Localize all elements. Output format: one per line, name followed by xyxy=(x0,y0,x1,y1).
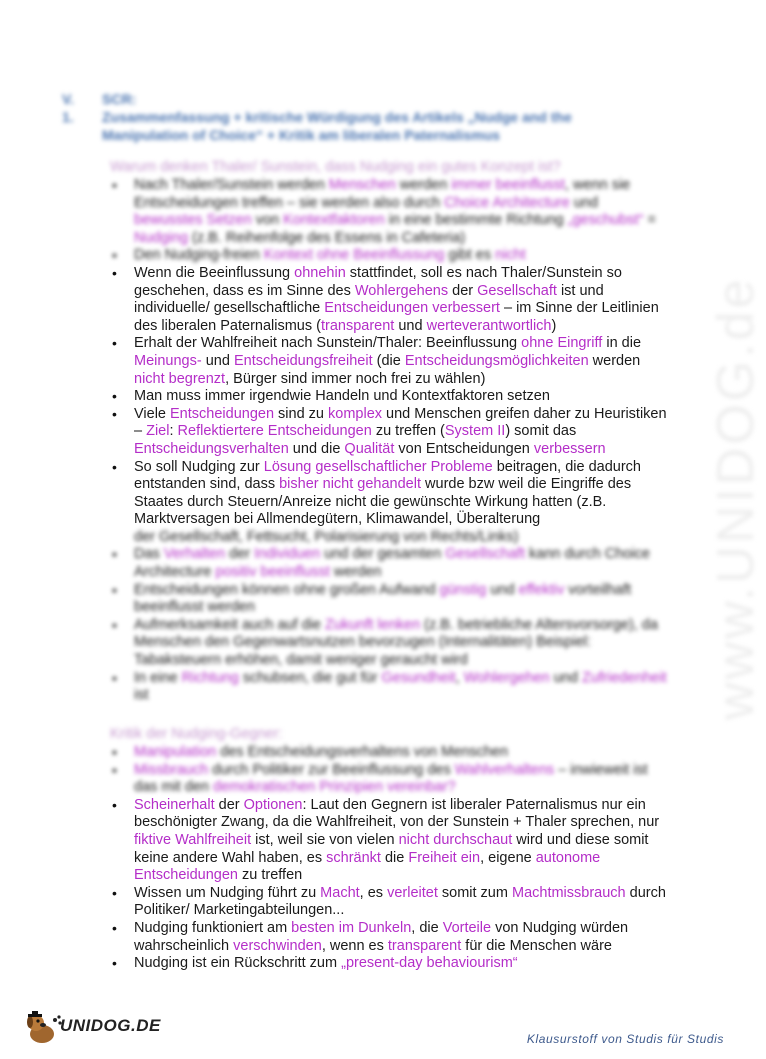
highlighted-text: komplex xyxy=(328,405,383,422)
text-segment: , wenn es xyxy=(321,937,388,954)
highlighted-text: Reflektiertere Entscheidungen xyxy=(177,423,372,440)
text-segment: beitragen, die dadurch entstanden sind, dass xyxy=(134,458,641,493)
section-title: SCR: xyxy=(102,91,137,107)
text-segment: (z.B. Reihenfolge des Essens in Cafeteria) xyxy=(188,229,466,246)
text-segment: Nudging ist ein Rückschritt zum xyxy=(134,955,342,972)
highlighted-text: Gesellschaft xyxy=(445,546,525,563)
text-segment: zu treffen ( xyxy=(371,423,445,440)
text-segment: , wenn sie Entscheidungen treffen – sie werden also durch xyxy=(134,177,631,211)
list-item xyxy=(110,177,670,247)
text-segment: in eine bestimmte Richtung xyxy=(384,212,568,229)
text-segment: ) somit das xyxy=(505,423,577,440)
text-segment: und xyxy=(486,581,519,598)
list-item xyxy=(110,546,670,581)
highlighted-text: Missbrauch xyxy=(134,761,209,778)
list-item xyxy=(110,265,670,335)
highlighted-text: nicht durchschaut xyxy=(398,831,513,848)
highlighted-text: Gesellschaft xyxy=(477,282,557,299)
highlighted-text: autonome Entscheidungen xyxy=(134,849,601,884)
dog-icon xyxy=(24,1012,64,1046)
text-segment: : xyxy=(169,423,178,440)
text-segment: , die xyxy=(411,919,443,936)
text-segment: gibt es xyxy=(444,247,496,264)
text-segment: Wissen um Nudging führt zu xyxy=(134,884,321,901)
subsection-title-line2: Manipulation of Choice“ + Kritik am liberalen Paternalismus xyxy=(102,127,500,143)
text-segment: und der gesamten xyxy=(320,546,446,563)
list-item xyxy=(110,388,670,406)
highlighted-text: Entscheidungen verbessert xyxy=(324,300,500,317)
text-segment: sind zu xyxy=(274,405,329,422)
list-item xyxy=(110,885,670,920)
text-segment: von xyxy=(251,212,284,229)
highlighted-text: Machtmissbrauch xyxy=(511,884,626,901)
list-item xyxy=(110,744,670,762)
text-segment: schubsen, die gut für xyxy=(238,669,382,686)
highlighted-text: Freiheit ein xyxy=(408,849,481,866)
critique-heading: Kritik der Nudging-Gegner: xyxy=(110,726,283,742)
highlighted-text: positiv beeinflusst xyxy=(215,564,330,581)
logo-text: UNIDOG.DE xyxy=(60,1016,161,1035)
highlighted-text: Entscheidungsfreiheit xyxy=(233,352,373,369)
list-item xyxy=(110,406,670,459)
question-heading: Warum denken Thaler/ Sunstein, dass Nudging ein gutes Konzept ist? xyxy=(110,159,561,175)
text-segment: die xyxy=(380,849,409,866)
highlighted-text: Choice Architecture xyxy=(444,194,570,211)
text-segment: von Entscheidungen xyxy=(394,440,534,457)
text-segment: , eigene xyxy=(480,849,536,866)
logo xyxy=(24,1012,174,1046)
highlighted-text: werteverantwortlich xyxy=(426,317,552,334)
text-segment: , Bürger sind immer noch frei zu wählen) xyxy=(225,370,486,387)
text-segment: So soll Nudging zur xyxy=(134,458,264,475)
list-item xyxy=(110,670,670,705)
highlighted-text: Menschen xyxy=(328,177,396,193)
highlighted-text: Qualität xyxy=(344,440,395,457)
text-segment: Man muss immer irgendwie Handeln und Kontextfaktoren setzen xyxy=(134,388,550,405)
highlighted-text: Ziel xyxy=(146,423,170,440)
text-segment: Nach Thaler/Sunstein werden xyxy=(134,177,329,193)
con-list xyxy=(110,744,670,973)
text-segment: der xyxy=(214,796,244,813)
highlighted-text: Kontext ohne Beeinflussung xyxy=(263,247,445,264)
text-segment: und xyxy=(569,194,599,211)
highlighted-text: bisher nicht gehandelt xyxy=(279,476,421,493)
text-segment: : Laut den Gegnern ist liberaler Paternalismus nur ein beschönigter Zwang, da die Wahlfreiheit, von der Sunstein + Thaler sprechen, nur xyxy=(134,796,660,831)
text-segment: (die xyxy=(372,352,405,369)
highlighted-text: verbessern xyxy=(533,440,606,457)
watermark: www.UNIDOG.de xyxy=(707,276,765,720)
text-segment: und xyxy=(549,669,582,686)
text-segment: durch Politiker/ Marketingabteilungen... xyxy=(134,884,666,919)
text-segment: Wenn die Beeinflussung xyxy=(134,264,295,281)
highlighted-text: effektiv xyxy=(518,581,565,598)
highlighted-text: verleitet xyxy=(387,884,438,901)
text-segment: in die xyxy=(602,335,642,352)
highlighted-text: Lösung gesellschaftlicher Probleme xyxy=(263,458,493,475)
text-segment: ist xyxy=(134,687,149,704)
highlighted-text: Entscheidungen xyxy=(170,405,275,422)
highlighted-text: Meinungs- xyxy=(134,352,202,369)
text-segment: ist und individuelle/ gesellschaftliche xyxy=(134,282,604,317)
highlighted-text: transparent xyxy=(387,937,462,954)
highlighted-text: Vorteile xyxy=(442,919,492,936)
highlighted-text: ohnehin xyxy=(294,264,346,281)
text-segment: – im Sinne der Leitlinien des liberalen Paternalismus ( xyxy=(134,300,659,334)
subsection-number: 1. xyxy=(62,109,74,125)
highlighted-text: „geschubst“ xyxy=(567,212,644,229)
text-segment: In eine xyxy=(134,669,182,686)
highlighted-text: Individuen xyxy=(254,546,321,563)
text-segment: ) xyxy=(551,317,557,334)
text-segment: zu treffen xyxy=(238,867,303,884)
highlighted-text: Verhalten xyxy=(163,546,226,563)
list-item xyxy=(110,247,670,265)
highlighted-text: „present-day behaviourism“ xyxy=(341,955,518,972)
text-segment: Viele xyxy=(134,405,171,422)
text-segment: , es xyxy=(359,884,388,901)
subsection-title-line1: Zusammenfassung + kritische Würdigung des Artikels „Nudge and the xyxy=(102,109,572,125)
highlighted-text: Manipulation xyxy=(134,744,217,760)
text-segment: und xyxy=(394,317,427,334)
text-segment: vorteilhaft beeinflusst werden xyxy=(134,581,632,616)
highlighted-text: Entscheidungsverhalten xyxy=(134,440,289,457)
text-segment: wird und diese somit keine andere Wahl haben, es xyxy=(134,831,649,866)
text-segment: und Menschen greifen daher zu Heuristiken – xyxy=(134,405,667,440)
highlighted-text: Optionen xyxy=(243,796,303,813)
text-segment: werden xyxy=(588,352,641,369)
text-segment: und xyxy=(201,352,234,369)
text-segment: werden xyxy=(395,177,452,193)
section-number: V. xyxy=(62,91,74,107)
blurred-continuation: der Gesellschaft, Fettsucht, Polarisierung von Rechts/Links) xyxy=(134,528,519,545)
highlighted-text: transparent xyxy=(320,317,395,334)
text-segment: und die xyxy=(288,440,345,457)
list-item xyxy=(110,335,670,388)
highlighted-text: Scheinerhalt xyxy=(134,796,215,813)
text-segment: (z.B. betriebliche Altersvorsorge), da Menschen den Gegenwartsnutzen bevorzugen (Internalitäten) Beispiel: Tabaksteuern erhöhen, damit weniger geraucht wird xyxy=(134,616,658,669)
highlighted-text: bewusstes Setzen xyxy=(134,212,252,229)
text-segment: ist, weil sie von vielen xyxy=(251,831,399,848)
highlighted-text: Nudging xyxy=(134,229,189,246)
text-segment: Entscheidungen können ohne großen Aufwand xyxy=(134,581,440,598)
highlighted-text: Zukunft lenken xyxy=(325,616,421,633)
list-item xyxy=(110,582,670,617)
list-item xyxy=(110,797,670,885)
text-segment: Erhalt der Wahlfreiheit nach Sunstein/Thaler: Beeinflussung xyxy=(134,335,522,352)
text-segment: Das xyxy=(134,546,164,563)
list-item xyxy=(110,617,670,670)
highlighted-text: ohne Eingriff xyxy=(521,335,603,352)
text-segment: wurde bzw weil die Eingriffe des Staates durch Steuern/Anreize nicht die gewünschte Wirkung hatten (z.B. Marktversagen bei Allmendegütern, Klimawandel, Überalterung xyxy=(134,476,632,528)
highlighted-text: Wohlergehen xyxy=(463,669,550,686)
text-segment: Nudging funktioniert am xyxy=(134,919,292,936)
pro-list xyxy=(110,177,670,705)
highlighted-text: schränkt xyxy=(326,849,381,866)
section-heading xyxy=(62,90,136,108)
highlighted-text: Kontextfaktoren xyxy=(283,212,385,229)
list-item xyxy=(110,955,670,973)
highlighted-text: Richtung xyxy=(181,669,239,686)
text-segment: der xyxy=(225,546,255,563)
highlighted-text: fiktive Wahlfreiheit xyxy=(134,831,252,848)
list-item xyxy=(110,762,670,797)
highlighted-text: Wohlergehens xyxy=(354,282,449,299)
text-segment: von Nudging würden wahrscheinlich xyxy=(134,919,629,954)
highlighted-text: demokratischen Prinzipien vereinbar? xyxy=(213,779,456,796)
highlighted-text: immer beeinflusst xyxy=(451,177,565,193)
text-segment: kann durch Choice Architecture xyxy=(134,546,650,581)
text-segment: des Entscheidungsverhaltens von Menschen xyxy=(216,744,509,760)
highlighted-text: besten im Dunkeln xyxy=(291,919,412,936)
footer-tagline: Klausurstoff von Studis für Studis xyxy=(526,1032,724,1046)
highlighted-text: Entscheidungsmöglichkeiten xyxy=(404,352,589,369)
highlighted-text: System II xyxy=(444,423,506,440)
highlighted-text: verschwinden xyxy=(233,937,322,954)
text-segment: stattfindet, soll es nach Thaler/Sunstein so geschehen, dass es im Sinne des xyxy=(134,264,622,299)
text-segment: durch Politiker zur Beeinflussung des xyxy=(208,761,455,778)
text-segment: für die Menschen wäre xyxy=(461,937,612,954)
text-segment: Aufmerksamkeit auch auf die xyxy=(134,616,326,633)
text-segment: der xyxy=(448,282,478,299)
highlighted-text: nicht begrenzt xyxy=(134,370,226,387)
highlighted-text: günstig xyxy=(439,581,487,598)
subsection-heading xyxy=(62,108,572,144)
highlighted-text: Wahlverhaltens xyxy=(454,761,555,778)
highlighted-text: Zufriedenheit xyxy=(581,669,667,686)
list-item xyxy=(110,459,670,547)
text-segment: Den Nudging-freien xyxy=(134,247,264,264)
text-segment: – inwieweit ist das mit den xyxy=(134,761,648,796)
highlighted-text: nicht xyxy=(495,247,526,264)
list-item xyxy=(110,920,670,955)
text-segment: werden xyxy=(329,564,382,581)
highlighted-text: Macht xyxy=(320,884,360,901)
text-segment: , xyxy=(455,669,464,686)
text-segment: = xyxy=(643,212,656,229)
highlighted-text: Gesundheit xyxy=(381,669,456,686)
text-segment: somit zum xyxy=(437,884,512,901)
